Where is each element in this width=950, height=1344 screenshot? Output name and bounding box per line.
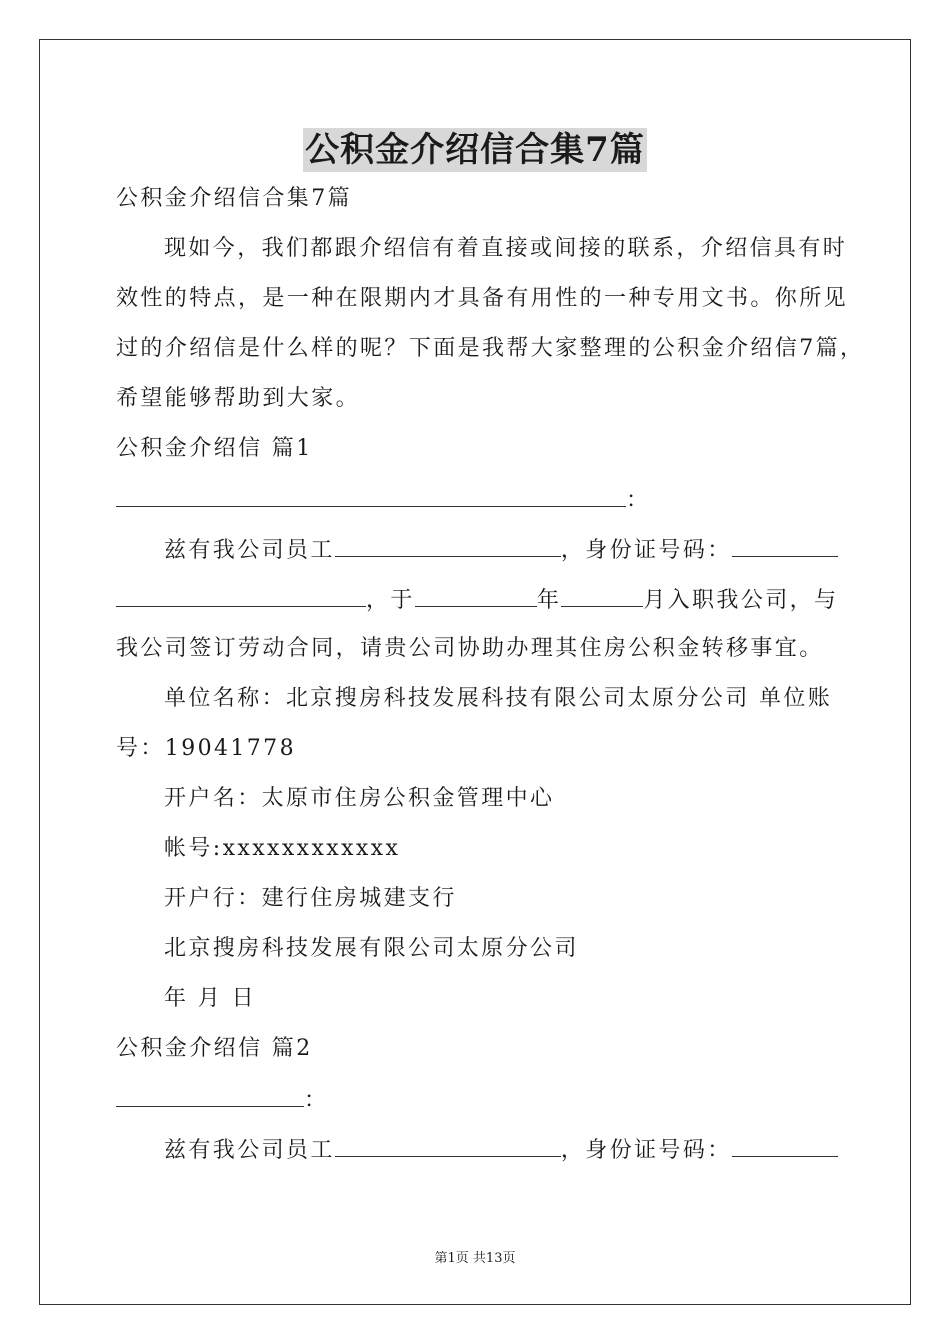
id-number-blank bbox=[732, 534, 838, 557]
colon: ： bbox=[626, 488, 651, 513]
id-label: ，身份证号码： bbox=[560, 538, 732, 563]
intro-line-2: 效性的特点，是一种在限期内才具备有用性的一种专用文书。你所见 bbox=[116, 286, 849, 311]
employee-name-blank-2 bbox=[335, 1134, 561, 1157]
section-1-para-line-3: 我公司签订劳动合同，请贵公司协助办理其住房公积金转移事宜。 bbox=[116, 636, 824, 661]
company-signature: 北京搜房科技发展有限公司太原分公司 bbox=[164, 936, 579, 961]
section-1-para-line-2 bbox=[116, 584, 838, 616]
title-container bbox=[0, 128, 950, 172]
year-blank bbox=[415, 584, 537, 607]
intro-line-3: 过的介绍信是什么样的呢？下面是我帮大家整理的公积金介绍信7篇， bbox=[116, 336, 865, 361]
section-1-heading: 公积金介绍信 篇1 bbox=[116, 436, 313, 461]
colon-2: ： bbox=[304, 1088, 329, 1113]
section-2-heading: 公积金介绍信 篇2 bbox=[116, 1036, 313, 1061]
recipient-blank bbox=[116, 484, 626, 507]
page-title: 公积金介绍信合集7篇 bbox=[305, 130, 645, 170]
year-label: 年 bbox=[536, 588, 562, 613]
unit-account-line: 号：19041778 bbox=[116, 736, 296, 761]
intro-line-4: 希望能够帮助到大家。 bbox=[116, 386, 361, 411]
month-label: 月入职我公司，与 bbox=[643, 588, 839, 613]
section-2-salutation bbox=[116, 1084, 328, 1116]
employee-name-blank bbox=[335, 534, 561, 557]
account-name: 开户名：太原市住房公积金管理中心 bbox=[164, 786, 555, 811]
employee-label: 兹有我公司员工 bbox=[164, 538, 335, 563]
subtitle: 公积金介绍信合集7篇 bbox=[116, 186, 352, 211]
account-number: 帐号:xxxxxxxxxxxx bbox=[164, 836, 401, 861]
page-footer: 第1页 共13页 bbox=[434, 1251, 516, 1266]
intro-line-1: 现如今，我们都跟介绍信有着直接或间接的联系，介绍信具有时 bbox=[164, 236, 848, 261]
section-1-para-line-1 bbox=[164, 534, 838, 566]
id-label-2: ，身份证号码： bbox=[560, 1138, 732, 1163]
unit-name-line: 单位名称：北京搜房科技发展科技有限公司太原分公司 单位账 bbox=[164, 686, 833, 711]
id-number-blank-cont bbox=[116, 584, 366, 607]
bank-name: 开户行：建行住房城建支行 bbox=[164, 886, 457, 911]
recipient-blank-2 bbox=[116, 1084, 304, 1107]
date-line: 年 月 日 bbox=[164, 986, 256, 1011]
id-number-blank-2 bbox=[732, 1134, 838, 1157]
section-2-para-line-1 bbox=[164, 1134, 838, 1166]
at-label: ，于 bbox=[366, 588, 415, 613]
month-blank bbox=[561, 584, 643, 607]
employee-label-2: 兹有我公司员工 bbox=[164, 1138, 335, 1163]
section-1-salutation bbox=[116, 484, 650, 516]
